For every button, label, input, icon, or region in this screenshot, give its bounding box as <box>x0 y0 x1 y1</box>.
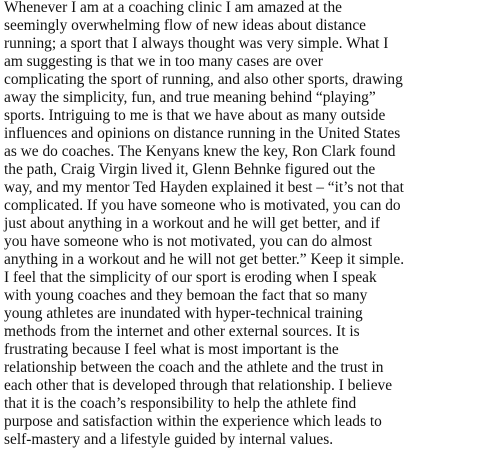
text-line: as we do coaches. The Kenyans knew the key, Ron Clark found <box>4 143 396 160</box>
text-line: methods from the internet and other external sources. It is <box>4 323 360 340</box>
text-line: purpose and satisfaction within the experience which leads to <box>4 413 382 430</box>
text-line: sports. Intriguing to me is that we have about as many outside <box>4 107 386 124</box>
text-line: way, and my mentor Ted Hayden explained it best – “it’s not that <box>4 179 404 196</box>
text-line: young athletes are inundated with hyper-technical training <box>4 305 363 322</box>
text-line: Whenever I am at a coaching clinic I am amazed at the <box>4 0 342 16</box>
text-line: influences and opinions on distance running in the United States <box>4 125 401 142</box>
text-line: complicated. If you have someone who is motivated, you can do <box>4 197 401 214</box>
text-line: frustrating because I feel what is most important is the <box>4 341 339 358</box>
body-text <box>4 0 500 449</box>
text-line: running; a sport that I always thought was very simple. What I <box>4 35 389 52</box>
text-line: that it is the coach’s responsibility to help the athlete find <box>4 395 357 412</box>
text-line: am suggesting is that we in too many cases are over <box>4 53 323 70</box>
text-line: you have someone who is not motivated, you can do almost <box>4 233 373 250</box>
text-line: each other that is developed through that relationship. I believe <box>4 377 393 394</box>
text-line: seemingly overwhelming flow of new ideas about distance <box>4 17 367 34</box>
text-line: relationship between the coach and the athlete and the trust in <box>4 359 384 376</box>
text-line: with young coaches and they bemoan the fact that so many <box>4 287 368 304</box>
text-line: the path, Craig Virgin lived it, Glenn Behnke figured out the <box>4 161 376 178</box>
text-line: away the simplicity, fun, and true meaning behind “playing” <box>4 89 376 106</box>
text-line: anything in a workout and he will not get better.” Keep it simple. <box>4 251 405 268</box>
text-line: just about anything in a workout and he will get better, and if <box>4 215 380 232</box>
text-line: I feel that the simplicity of our sport is eroding when I speak <box>4 269 377 286</box>
text-line: complicating the sport of running, and also other sports, drawing <box>4 71 403 88</box>
text-line: self-mastery and a lifestyle guided by internal values. <box>4 431 334 448</box>
